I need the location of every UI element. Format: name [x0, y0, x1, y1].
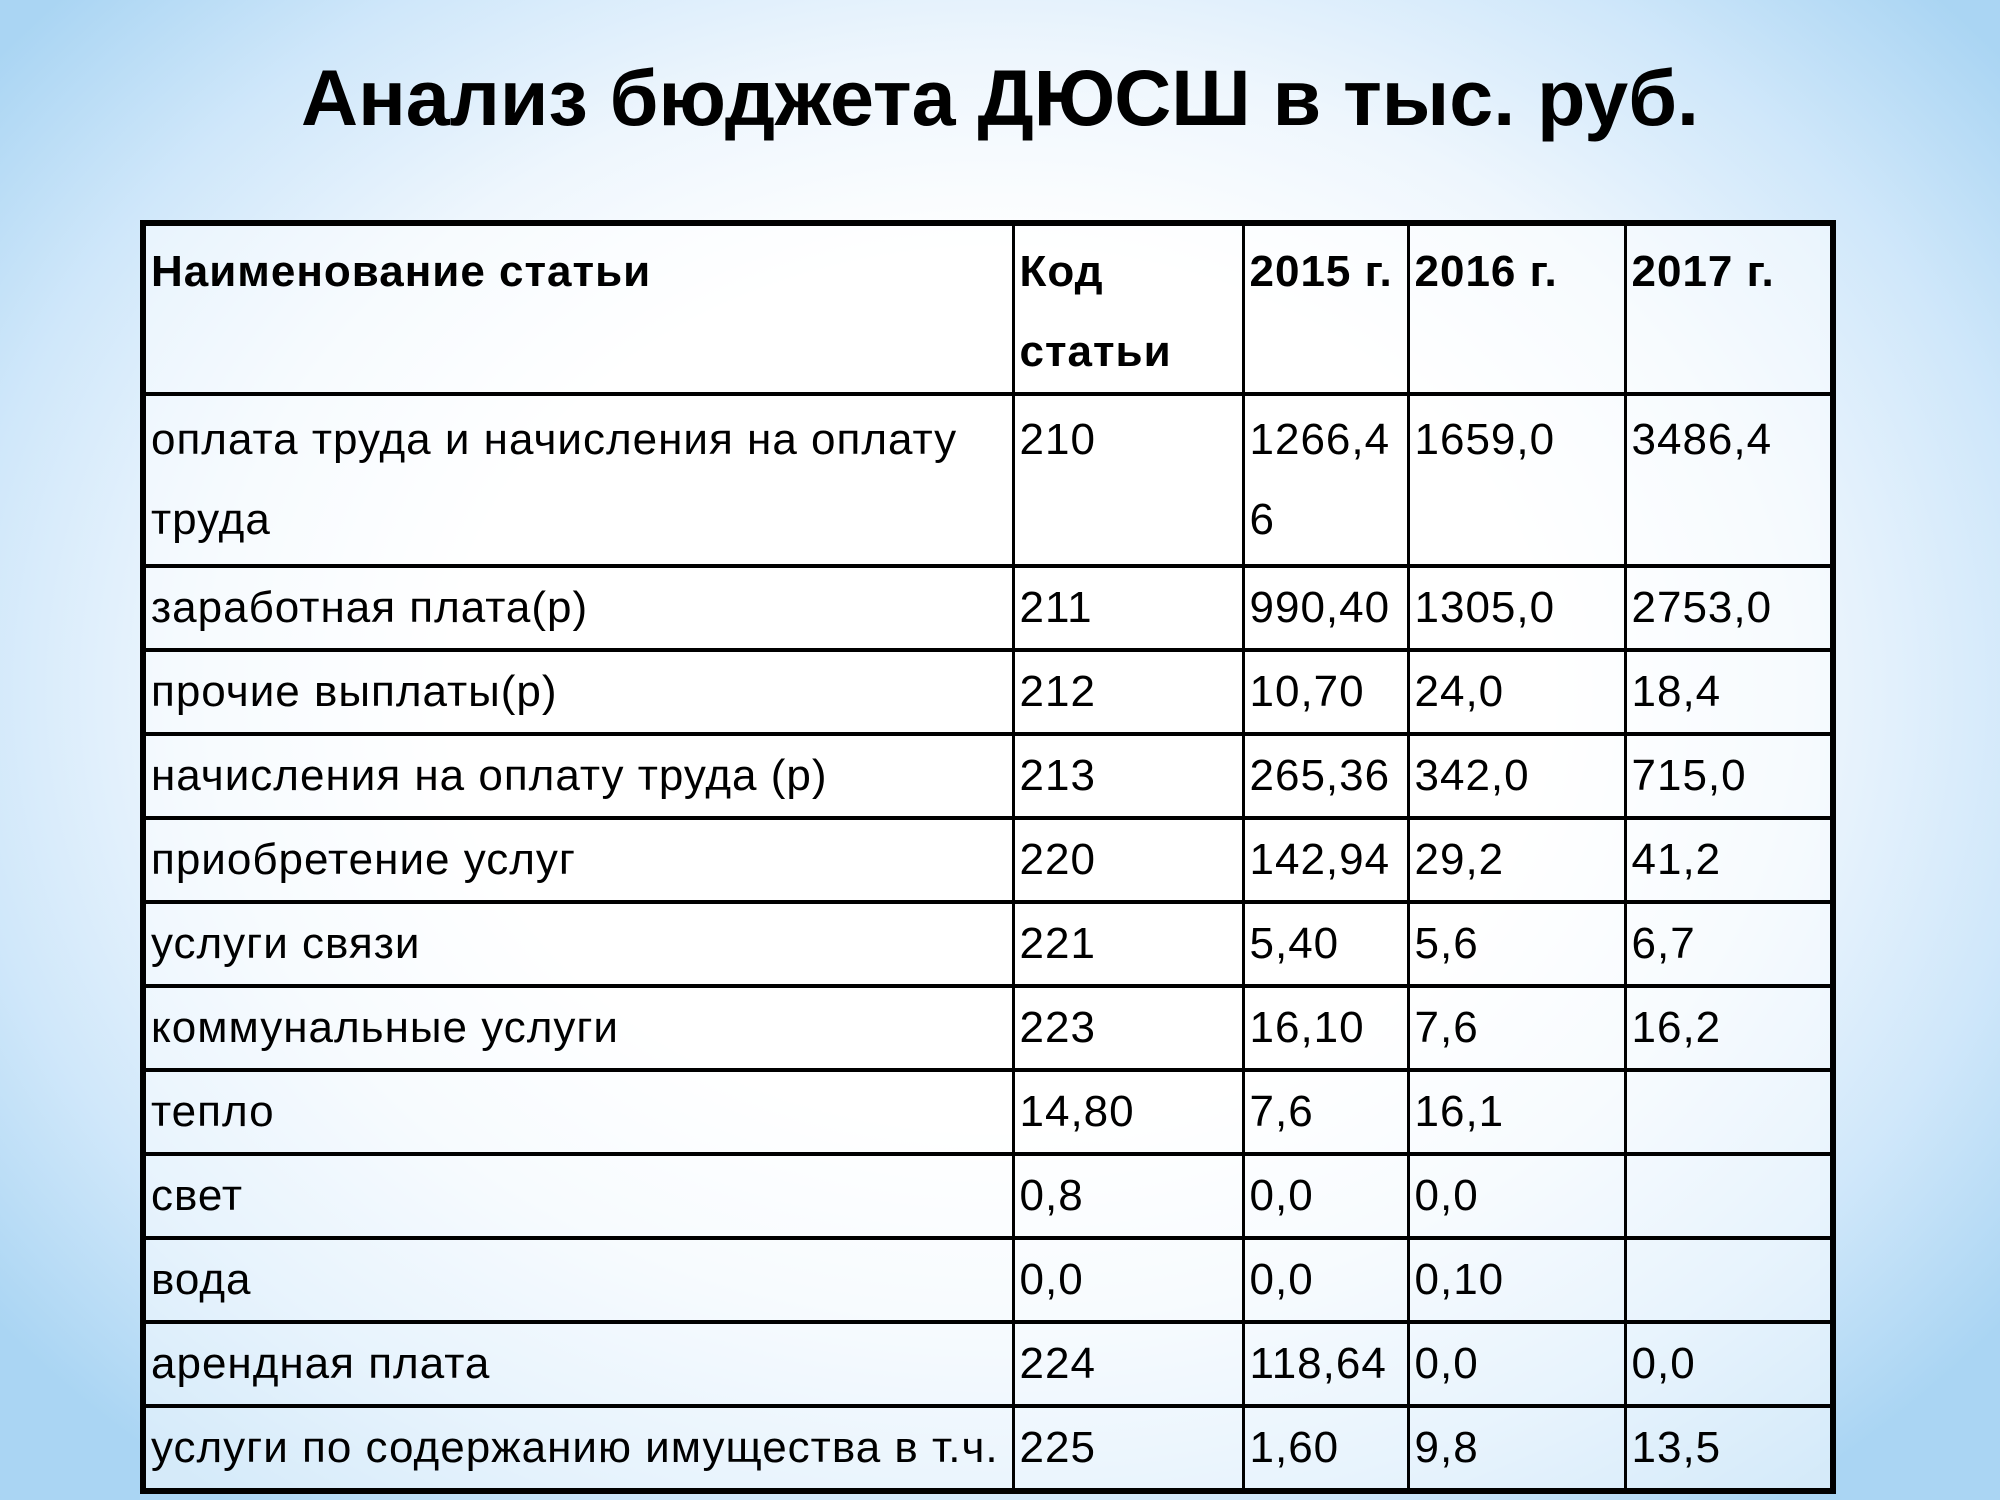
- table-cell: 41,2: [1625, 818, 1833, 902]
- table-cell: 5,6: [1408, 902, 1625, 986]
- column-header-2017: 2017 г.: [1625, 223, 1833, 394]
- table-row: [143, 1070, 1833, 1154]
- table-cell: 1659,0: [1408, 394, 1625, 566]
- table-row: [143, 650, 1833, 734]
- table-cell: арендная плата: [143, 1322, 1013, 1406]
- table-cell: услуги по содержанию имущества в т.ч.: [143, 1406, 1013, 1491]
- table-cell: [1625, 1070, 1833, 1154]
- table-row: [143, 1154, 1833, 1238]
- table-row: [143, 818, 1833, 902]
- table-cell: 14,80: [1013, 1070, 1243, 1154]
- table-cell: 265,36: [1243, 734, 1408, 818]
- column-header-name: Наименование статьи: [143, 223, 1013, 394]
- table-cell: услуги связи: [143, 902, 1013, 986]
- table-cell: 142,94: [1243, 818, 1408, 902]
- table-cell: 0,0: [1625, 1322, 1833, 1406]
- table-cell: 16,2: [1625, 986, 1833, 1070]
- budget-table: [140, 220, 1836, 1494]
- column-header-2016: 2016 г.: [1408, 223, 1625, 394]
- table-cell: прочие выплаты(р): [143, 650, 1013, 734]
- table-cell: вода: [143, 1238, 1013, 1322]
- table-cell: 16,10: [1243, 986, 1408, 1070]
- table-header-row: [143, 223, 1833, 394]
- table-cell: 224: [1013, 1322, 1243, 1406]
- column-header-2015: 2015 г.: [1243, 223, 1408, 394]
- table-cell: начисления на оплату труда (р): [143, 734, 1013, 818]
- table-cell: 0,8: [1013, 1154, 1243, 1238]
- table-cell: 0,0: [1243, 1154, 1408, 1238]
- table-cell: 223: [1013, 986, 1243, 1070]
- table-cell: коммунальные услуги: [143, 986, 1013, 1070]
- table-cell: 118,64: [1243, 1322, 1408, 1406]
- table-cell: 212: [1013, 650, 1243, 734]
- table-cell: 18,4: [1625, 650, 1833, 734]
- table-cell: [1625, 1238, 1833, 1322]
- table-cell: 221: [1013, 902, 1243, 986]
- table-cell: 1,60: [1243, 1406, 1408, 1491]
- table-cell: 0,0: [1408, 1322, 1625, 1406]
- table-row: [143, 986, 1833, 1070]
- table-cell: 990,40: [1243, 566, 1408, 650]
- table-cell: 6,7: [1625, 902, 1833, 986]
- table-cell: [1625, 1154, 1833, 1238]
- table-cell: 2753,0: [1625, 566, 1833, 650]
- table-cell: 213: [1013, 734, 1243, 818]
- table-cell: 10,70: [1243, 650, 1408, 734]
- table-cell: 211: [1013, 566, 1243, 650]
- table-cell: 16,1: [1408, 1070, 1625, 1154]
- table-cell: 1305,0: [1408, 566, 1625, 650]
- table-cell: 9,8: [1408, 1406, 1625, 1491]
- table-cell: 0,0: [1243, 1238, 1408, 1322]
- table-cell: 7,6: [1408, 986, 1625, 1070]
- table-row: [143, 566, 1833, 650]
- table-cell: 13,5: [1625, 1406, 1833, 1491]
- table-row: [143, 1238, 1833, 1322]
- table-cell: 0,10: [1408, 1238, 1625, 1322]
- table-cell: оплата труда и начисления на оплату труда: [143, 394, 1013, 566]
- table-cell: 342,0: [1408, 734, 1625, 818]
- slide-title: Анализ бюджета ДЮСШ в тыс. руб.: [301, 53, 1699, 142]
- table-row: [143, 734, 1833, 818]
- table-cell: 1266,46: [1243, 394, 1408, 566]
- table-cell: свет: [143, 1154, 1013, 1238]
- table-cell: 210: [1013, 394, 1243, 566]
- table-cell: приобретение услуг: [143, 818, 1013, 902]
- table-cell: 3486,4: [1625, 394, 1833, 566]
- table-cell: 225: [1013, 1406, 1243, 1491]
- table-cell: тепло: [143, 1070, 1013, 1154]
- table-cell: 24,0: [1408, 650, 1625, 734]
- table-cell: 220: [1013, 818, 1243, 902]
- table-cell: 7,6: [1243, 1070, 1408, 1154]
- column-header-code: Код статьи: [1013, 223, 1243, 394]
- table-row: [143, 902, 1833, 986]
- table-cell: заработная плата(р): [143, 566, 1013, 650]
- table-row: [143, 394, 1833, 566]
- table-cell: 5,40: [1243, 902, 1408, 986]
- table-cell: 29,2: [1408, 818, 1625, 902]
- table-cell: 715,0: [1625, 734, 1833, 818]
- table-cell: 0,0: [1013, 1238, 1243, 1322]
- table-cell: 0,0: [1408, 1154, 1625, 1238]
- table-row: [143, 1322, 1833, 1406]
- table-row: [143, 1406, 1833, 1491]
